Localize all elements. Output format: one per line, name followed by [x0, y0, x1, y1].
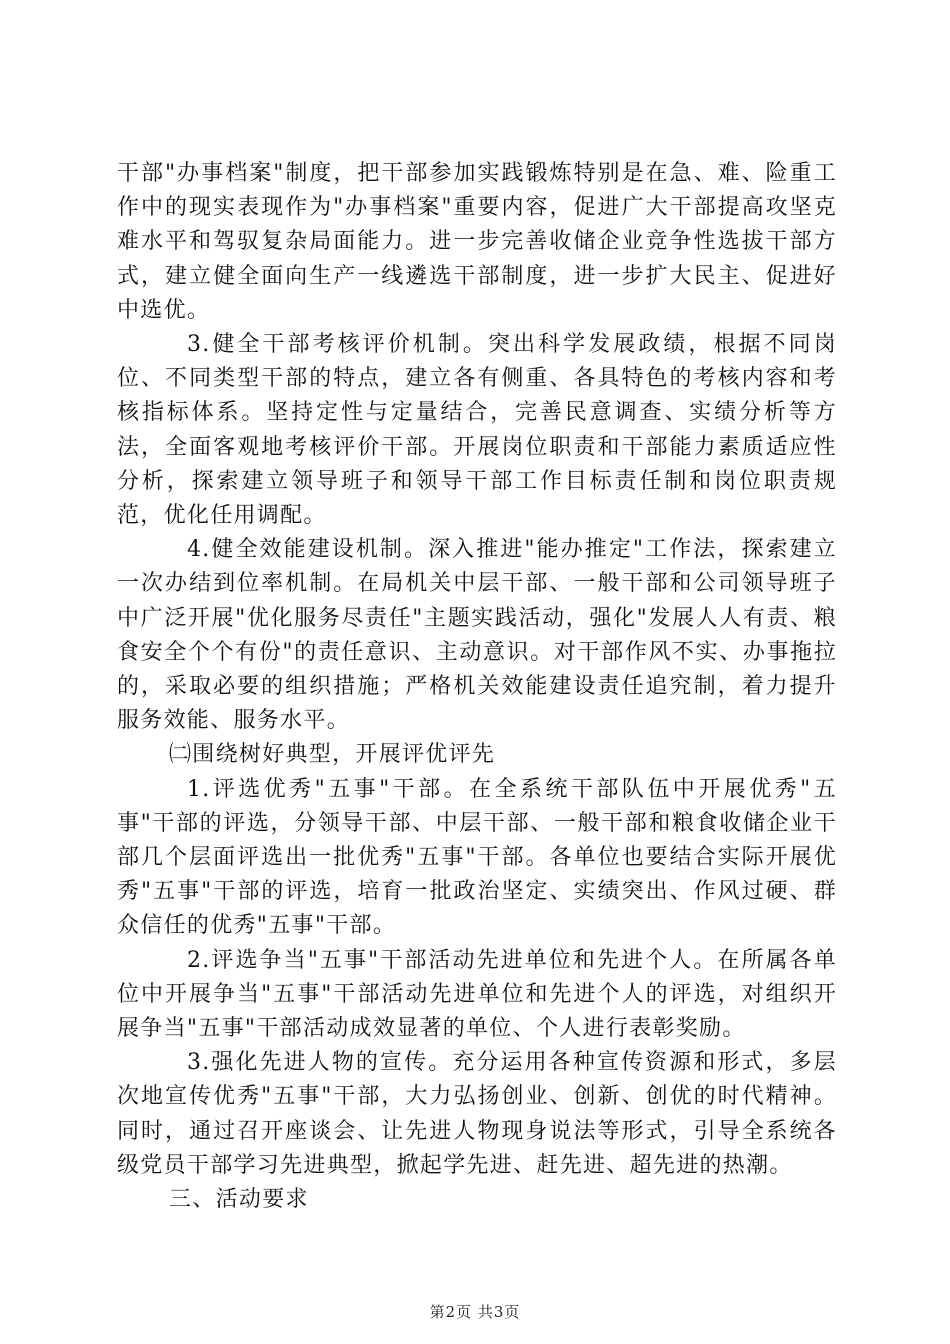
paragraph-item-2-advanced: 2.评选争当"五事"干部活动先进单位和先进个人。在所属各单位中开展争当"五事"干部活动先进单位和先进个人的评选，对组织开展争当"五事"干部活动成效显著的单位、个人进行表彰奖励。 [117, 947, 837, 1042]
paragraph-item-1-selection: 1.评选优秀"五事"干部。在全系统干部队伍中开展优秀"五事"干部的评选，分领导干部、中层干部、一般干部和粮食收储企业干部几个层面评选出一批优秀"五事"干部。各单位也要结合实际开展优秀"五事"干部的评选，培育一批政治坚定、实绩突出、作风过硬、群众信任的优秀"五事"干部。 [117, 776, 837, 939]
paragraph-continuation: 干部"办事档案"制度，把干部参加实践锻炼特别是在急、难、险重工作中的现实表现作为"办事档案"重要内容，促进广大干部提高攻坚克难水平和驾驭复杂局面能力。进一步完善收储企业竞争性选拔干部方式，建立健全面向生产一线遴选干部制度，进一步扩大民主、促进好中选优。 [117, 161, 837, 323]
paragraph-item-3-publicity: 3.强化先进人物的宣传。充分运用各种宣传资源和形式，多层次地宣传优秀"五事"干部，大力弘扬创业、创新、创优的时代精神。同时，通过召开座谈会、让先进人物现身说法等形式，引导全系统各级党员干部学习先进典型，掀起学先进、赶先进、超先进的热潮。 [117, 1050, 837, 1178]
document-body [117, 157, 837, 1217]
paragraph-item-4-efficiency: 4.健全效能建设机制。深入推进"能办推定"工作法，探索建立一次办结到位率机制。在局机关中层干部、一般干部和公司领导班子中广泛开展"优化服务尽责任"主题实践活动，强化"发展人人有责、粮食安全个个有份"的责任意识、主动意识。对干部作风不实、办事拖拉的，采取必要的组织措施；严格机关效能建设责任追究制，着力提升服务效能、服务水平。 [117, 537, 837, 734]
section-heading-2: ㈡围绕树好典型，开展评优评先 [169, 742, 496, 768]
section-heading-3: 三、活动要求 [169, 1187, 309, 1213]
paragraph-item-3-evaluation: 3.健全干部考核评价机制。突出科学发展政绩，根据不同岗位、不同类型干部的特点，建立各有侧重、各具特色的考核内容和考核指标体系。坚持定性与定量结合，完善民意调查、实绩分析等方法，全面客观地考核评价干部。开展岗位职责和干部能力素质适应性分析，探索建立领导班子和领导干部工作目标责任制和岗位职责规范，优化任用调配。 [117, 332, 837, 529]
page-footer: 第2页 共3页 [429, 1303, 521, 1321]
